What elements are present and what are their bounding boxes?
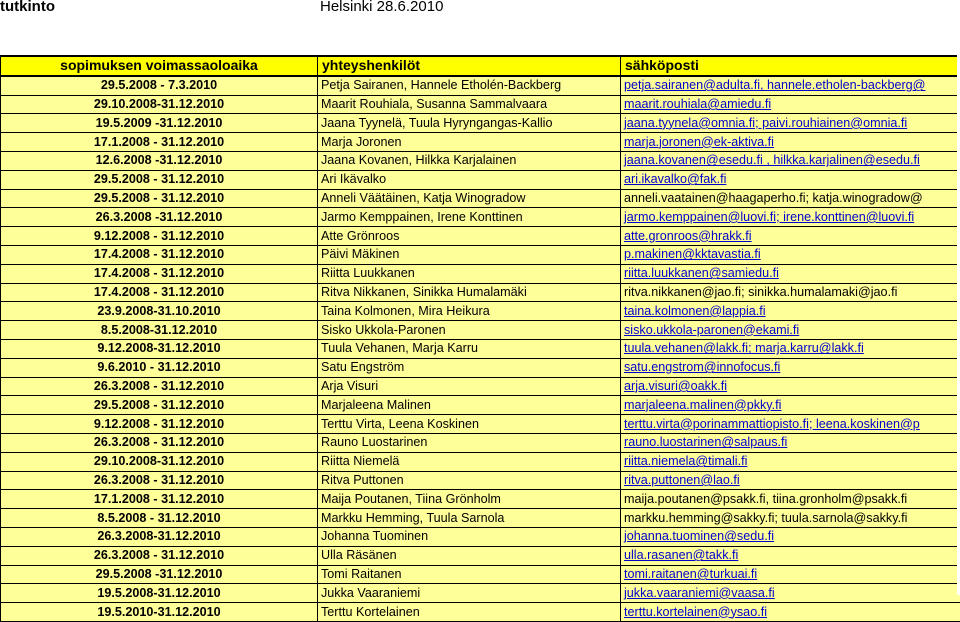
email-link[interactable]: jarmo.kemppainen@luovi.fi; irene.konttinen@luovi.fi — [624, 210, 914, 224]
email-link[interactable]: jaana.tyynela@omnia.fi; paivi.rouhiainen@omnia.fi — [624, 116, 907, 130]
contact-persons: Taina Kolmonen, Mira Heikura — [318, 302, 621, 321]
table-row — [1, 245, 960, 264]
email-link[interactable]: terttu.kortelainen@ysao.fi — [624, 605, 767, 619]
table-row — [1, 527, 960, 546]
email-link[interactable]: maarit.rouhiala@amiedu.fi — [624, 97, 771, 111]
contract-period: 9.12.2008 - 31.12.2010 — [1, 227, 318, 246]
email-cell — [621, 415, 960, 434]
contact-persons: Riitta Luukkanen — [318, 264, 621, 283]
contact-persons: Sisko Ukkola-Paronen — [318, 321, 621, 340]
table-row — [1, 170, 960, 189]
table-row — [1, 452, 960, 471]
email-link[interactable]: tuula.vehanen@lakk.fi; marja.karru@lakk.fi — [624, 341, 864, 355]
contact-persons: Johanna Tuominen — [318, 527, 621, 546]
email-cell — [621, 339, 960, 358]
table-row — [1, 415, 960, 434]
table-row — [1, 76, 960, 95]
contract-period: 9.12.2008 - 31.12.2010 — [1, 415, 318, 434]
contact-persons: Päivi Mäkinen — [318, 245, 621, 264]
email-cell — [621, 358, 960, 377]
contract-period: 12.6.2008 -31.12.2010 — [1, 151, 318, 170]
email-cell — [621, 227, 960, 246]
email-link[interactable]: riitta.niemela@timali.fi — [624, 454, 747, 468]
contact-persons: Anneli Väätäinen, Katja Winogradow — [318, 189, 621, 208]
table-row — [1, 471, 960, 490]
table-row — [1, 114, 960, 133]
email-link[interactable]: satu.engstrom@innofocus.fi — [624, 360, 780, 374]
email-link[interactable]: arja.visuri@oakk.fi — [624, 379, 727, 393]
contact-persons: Tuula Vehanen, Marja Karru — [318, 339, 621, 358]
table-row — [1, 283, 960, 302]
email-link[interactable]: p.makinen@kktavastia.fi — [624, 247, 761, 261]
table-row — [1, 546, 960, 565]
email-link[interactable]: jaana.kovanen@esedu.fi , hilkka.karjalinen@esedu.fi — [624, 153, 920, 167]
contract-period: 29.5.2008 - 7.3.2010 — [1, 76, 318, 95]
email-cell — [621, 546, 960, 565]
contact-persons: Terttu Virta, Leena Koskinen — [318, 415, 621, 434]
contact-persons: Ritva Puttonen — [318, 471, 621, 490]
email-cell — [621, 490, 960, 509]
email-text: ritva.nikkanen@jao.fi; sinikka.humalamaki@jao.fi — [624, 285, 897, 299]
contract-period: 8.5.2008-31.12.2010 — [1, 321, 318, 340]
table-row — [1, 208, 960, 227]
contact-persons: Atte Grönroos — [318, 227, 621, 246]
table-row — [1, 377, 960, 396]
table-row — [1, 509, 960, 528]
contract-period: 26.3.2008 - 31.12.2010 — [1, 433, 318, 452]
email-text: markku.hemming@sakky.fi; tuula.sarnola@sakky.fi — [624, 511, 907, 525]
contract-period: 26.3.2008 - 31.12.2010 — [1, 377, 318, 396]
email-link[interactable]: jukka.vaaraniemi@vaasa.fi — [624, 586, 775, 600]
email-cell — [621, 95, 960, 114]
contract-period: 9.6.2010 - 31.12.2010 — [1, 358, 318, 377]
email-cell — [621, 377, 960, 396]
contract-period: 19.5.2008-31.12.2010 — [1, 584, 318, 603]
email-cell — [621, 321, 960, 340]
contact-persons: Ulla Räsänen — [318, 546, 621, 565]
document-title: tutkinto — [0, 0, 55, 15]
contract-period: 17.1.2008 - 31.12.2010 — [1, 490, 318, 509]
column-header-email: sähköposti — [621, 56, 960, 76]
contact-persons: Marja Joronen — [318, 133, 621, 152]
email-link[interactable]: taina.kolmonen@lappia.fi — [624, 304, 766, 318]
table-row — [1, 396, 960, 415]
contact-persons: Markku Hemming, Tuula Sarnola — [318, 509, 621, 528]
email-cell — [621, 565, 960, 584]
email-link[interactable]: riitta.luukkanen@samiedu.fi — [624, 266, 779, 280]
table-row — [1, 151, 960, 170]
table-row — [1, 584, 960, 603]
contract-period: 8.5.2008 - 31.12.2010 — [1, 509, 318, 528]
table-row — [1, 189, 960, 208]
email-text: maija.poutanen@psakk.fi, tiina.gronholm@psakk.fi — [624, 492, 907, 506]
table-row — [1, 358, 960, 377]
email-cell — [621, 151, 960, 170]
contract-period: 26.3.2008 -31.12.2010 — [1, 208, 318, 227]
contact-persons: Satu Engström — [318, 358, 621, 377]
contract-period: 29.5.2008 - 31.12.2010 — [1, 189, 318, 208]
contract-period: 29.5.2008 - 31.12.2010 — [1, 170, 318, 189]
contact-persons: Terttu Kortelainen — [318, 603, 621, 622]
contact-persons: Jaana Tyynelä, Tuula Hyryngangas-Kallio — [318, 114, 621, 133]
email-cell — [621, 76, 960, 95]
contact-persons: Jarmo Kemppainen, Irene Konttinen — [318, 208, 621, 227]
table-row — [1, 227, 960, 246]
contract-period: 17.4.2008 - 31.12.2010 — [1, 264, 318, 283]
email-link[interactable]: sisko.ukkola-paronen@ekami.fi — [624, 323, 799, 337]
contact-persons: Petja Sairanen, Hannele Etholén-Backberg — [318, 76, 621, 95]
contact-persons: Tomi Raitanen — [318, 565, 621, 584]
contracts-table — [0, 55, 960, 622]
table-header-row — [1, 56, 960, 76]
email-cell — [621, 245, 960, 264]
email-cell — [621, 208, 960, 227]
contract-period: 19.5.2009 -31.12.2010 — [1, 114, 318, 133]
email-cell — [621, 396, 960, 415]
contract-period: 17.4.2008 - 31.12.2010 — [1, 245, 318, 264]
email-cell — [621, 133, 960, 152]
table-row — [1, 433, 960, 452]
email-cell — [621, 302, 960, 321]
contact-persons: Jaana Kovanen, Hilkka Karjalainen — [318, 151, 621, 170]
contract-period: 29.5.2008 -31.12.2010 — [1, 565, 318, 584]
email-cell — [621, 264, 960, 283]
email-cell — [621, 471, 960, 490]
email-cell — [621, 170, 960, 189]
email-link[interactable]: rauno.luostarinen@salpaus.fi — [624, 435, 787, 449]
email-cell — [621, 283, 960, 302]
table-row — [1, 490, 960, 509]
table-row — [1, 321, 960, 340]
contract-period: 9.12.2008-31.12.2010 — [1, 339, 318, 358]
contact-persons: Ritva Nikkanen, Sinikka Humalamäki — [318, 283, 621, 302]
email-link[interactable]: tomi.raitanen@turkuai.fi — [624, 567, 757, 581]
contract-period: 29.5.2008 - 31.12.2010 — [1, 396, 318, 415]
email-cell — [621, 584, 960, 603]
column-header-period: sopimuksen voimassaoloaika — [1, 56, 318, 76]
email-cell — [621, 452, 960, 471]
email-cell — [621, 603, 960, 622]
email-link[interactable]: ulla.rasanen@takk.fi — [624, 548, 738, 562]
email-link[interactable]: ritva.puttonen@lao.fi — [624, 473, 740, 487]
contact-persons: Marjaleena Malinen — [318, 396, 621, 415]
contract-period: 19.5.2010-31.12.2010 — [1, 603, 318, 622]
contract-period: 26.3.2008 - 31.12.2010 — [1, 546, 318, 565]
email-link[interactable]: marjaleena.malinen@pkky.fi — [624, 398, 781, 412]
email-link[interactable]: terttu.virta@porinammattiopisto.fi; leena.koskinen@p — [624, 417, 920, 431]
column-header-contacts: yhteyshenkilöt — [318, 56, 621, 76]
email-link[interactable]: johanna.tuominen@sedu.fi — [624, 529, 774, 543]
table-row — [1, 603, 960, 622]
contract-period: 26.3.2008-31.12.2010 — [1, 527, 318, 546]
table-row — [1, 95, 960, 114]
email-link[interactable]: atte.gronroos@hrakk.fi — [624, 229, 752, 243]
document-header — [0, 0, 960, 20]
table-row — [1, 133, 960, 152]
email-cell — [621, 114, 960, 133]
email-cell — [621, 509, 960, 528]
email-link[interactable]: marja.joronen@ek-aktiva.fi — [624, 135, 774, 149]
contract-period: 17.1.2008 - 31.12.2010 — [1, 133, 318, 152]
contact-persons: Arja Visuri — [318, 377, 621, 396]
contact-persons: Jukka Vaaraniemi — [318, 584, 621, 603]
email-cell — [621, 527, 960, 546]
contract-period: 23.9.2008-31.10.2010 — [1, 302, 318, 321]
table-row — [1, 264, 960, 283]
place-date: Helsinki 28.6.2010 — [320, 0, 443, 15]
email-link[interactable]: petja.sairanen@adulta.fi, hannele.etholen-backberg@ — [624, 78, 925, 92]
contact-persons: Maarit Rouhiala, Susanna Sammalvaara — [318, 95, 621, 114]
contract-period: 29.10.2008-31.12.2010 — [1, 95, 318, 114]
contact-persons: Ari Ikävalko — [318, 170, 621, 189]
table-row — [1, 565, 960, 584]
contact-persons: Riitta Niemelä — [318, 452, 621, 471]
table-row — [1, 339, 960, 358]
contract-period: 17.4.2008 - 31.12.2010 — [1, 283, 318, 302]
email-cell — [621, 189, 960, 208]
contract-period: 29.10.2008-31.12.2010 — [1, 452, 318, 471]
email-text: anneli.vaatainen@haagaperho.fi; katja.winogradow@ — [624, 191, 923, 205]
contact-persons: Maija Poutanen, Tiina Grönholm — [318, 490, 621, 509]
email-cell — [621, 433, 960, 452]
table-row — [1, 302, 960, 321]
contract-period: 26.3.2008 - 31.12.2010 — [1, 471, 318, 490]
contact-persons: Rauno Luostarinen — [318, 433, 621, 452]
email-link[interactable]: ari.ikavalko@fak.fi — [624, 172, 726, 186]
